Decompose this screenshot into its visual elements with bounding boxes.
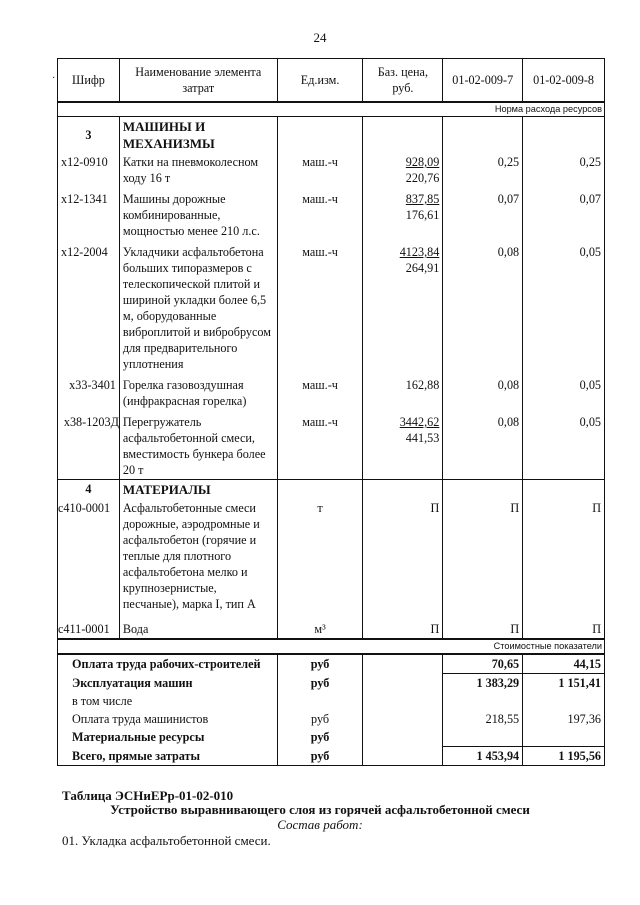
- table-row: [58, 187, 605, 240]
- cost-caption-row: [58, 639, 605, 654]
- summary-unit: руб: [277, 674, 363, 693]
- summary-v1: 218,55: [443, 710, 523, 728]
- row-name: Укладчики асфальтобетона больших типоразмеров с телескопической плитой и шириной укладки более 6,5 м, оборудованные виброплитой и вибробрусом для предварительного уплотнения: [119, 240, 277, 373]
- norm-caption-row: [58, 102, 605, 117]
- summary-v1: 1 383,29: [443, 674, 523, 693]
- composition-caption: Состав работ:: [277, 817, 363, 832]
- row-code: с410-0001: [58, 499, 120, 613]
- price-sub: 220,76: [405, 171, 440, 185]
- row-price: [363, 187, 443, 240]
- summary-row: [58, 674, 605, 693]
- header-name: Наименование элемента затрат: [119, 59, 277, 103]
- row-v1: 0,25: [443, 153, 523, 187]
- row-name: Перегружатель асфальтобетонной смеси, вместимость бункера более 20 т: [119, 410, 277, 480]
- row-v1: 0,08: [443, 373, 523, 410]
- section-title: МАТЕРИАЛЫ: [119, 480, 277, 500]
- section-title: МАШИНЫ И МЕХАНИЗМЫ: [119, 117, 277, 154]
- price-value: 4123,84: [399, 245, 440, 259]
- price-sub: 176,61: [405, 208, 440, 222]
- table-title: Таблица ЭСНиЕРр-01-02-010: [62, 788, 234, 803]
- summary-unit: руб: [277, 654, 363, 674]
- row-v1: 0,08: [443, 410, 523, 480]
- summary-row: [58, 710, 605, 728]
- summary-v1: 70,65: [443, 654, 523, 674]
- row-code: х33-3401: [58, 373, 120, 410]
- row-unit: т: [277, 499, 363, 613]
- row-v2: 0,05: [523, 373, 605, 410]
- row-unit: маш.-ч: [277, 153, 363, 187]
- summary-label: Всего, прямые затраты: [58, 747, 278, 766]
- price-sub: 441,53: [405, 431, 440, 445]
- summary-row: [58, 692, 605, 710]
- price-value: 837,85: [405, 192, 440, 206]
- row-v1: П: [443, 613, 523, 639]
- row-unit: маш.-ч: [277, 410, 363, 480]
- header-code: Шифр: [58, 59, 120, 103]
- table-row: [58, 613, 605, 639]
- section-row: [58, 117, 605, 154]
- row-price: 162,88: [363, 373, 443, 410]
- summary-unit: руб: [277, 728, 363, 747]
- summary-label: Оплата труда машинистов: [58, 710, 278, 728]
- header-row: [58, 59, 605, 103]
- summary-unit: руб: [277, 710, 363, 728]
- summary-label: Эксплуатация машин: [58, 674, 278, 693]
- summary-label: Материальные ресурсы: [58, 728, 278, 747]
- row-v2: 0,25: [523, 153, 605, 187]
- price-value: 928,09: [405, 155, 440, 169]
- table-row: [58, 373, 605, 410]
- summary-v2: 44,15: [523, 654, 605, 674]
- row-name: Горелка газовоздушная (инфракрасная горелка): [119, 373, 277, 410]
- row-price: [363, 240, 443, 373]
- summary-row: [58, 747, 605, 766]
- page-number: 24: [313, 30, 327, 45]
- row-name: Вода: [119, 613, 277, 639]
- row-code: с411-0001: [58, 613, 120, 639]
- table-row: [58, 153, 605, 187]
- cost-caption: Стоимостные показатели: [58, 639, 605, 654]
- table-row: [58, 410, 605, 480]
- summary-row: [58, 654, 605, 674]
- row-unit: маш.-ч: [277, 187, 363, 240]
- table-row: [58, 499, 605, 613]
- row-price: П: [363, 499, 443, 613]
- row-code: х38-1203Д: [58, 410, 120, 480]
- summary-label: в том числе: [58, 692, 278, 710]
- work-item: 01. Укладка асфальтобетонной смеси.: [62, 833, 271, 848]
- table-subtitle: Устройство выравнивающего слоя из горячей асфальтобетонной смеси: [110, 802, 530, 817]
- section-row: [58, 480, 605, 500]
- summary-v1: 1 453,94: [443, 747, 523, 766]
- row-v2: П: [523, 613, 605, 639]
- row-code: х12-1341: [58, 187, 120, 240]
- row-name: Машины дорожные комбинированные, мощностью менее 210 л.с.: [119, 187, 277, 240]
- margin-mark: ·: [52, 73, 56, 84]
- summary-v2: 197,36: [523, 710, 605, 728]
- header-base-price: Баз. цена, руб.: [363, 59, 443, 103]
- summary-v2: 1 151,41: [523, 674, 605, 693]
- resource-table: [57, 58, 605, 766]
- row-price: П: [363, 613, 443, 639]
- price-sub: 264,91: [405, 261, 440, 275]
- row-unit: маш.-ч: [277, 373, 363, 410]
- row-price: [363, 153, 443, 187]
- row-v1: П: [443, 499, 523, 613]
- header-unit: Ед.изм.: [277, 59, 363, 103]
- row-code: х12-2004: [58, 240, 120, 373]
- row-unit: маш.-ч: [277, 240, 363, 373]
- resource-table-wrap: [57, 58, 605, 766]
- norm-caption: Норма расхода ресурсов: [58, 102, 605, 117]
- summary-v2: 1 195,56: [523, 747, 605, 766]
- summary-unit: руб: [277, 747, 363, 766]
- table-row: [58, 240, 605, 373]
- row-v2: П: [523, 499, 605, 613]
- row-v1: 0,07: [443, 187, 523, 240]
- row-name: Катки на пневмоколесном ходу 16 т: [119, 153, 277, 187]
- section-number: 4: [58, 480, 120, 500]
- row-unit: м³: [277, 613, 363, 639]
- price-value: 3442,62: [399, 415, 440, 429]
- row-v2: 0,05: [523, 410, 605, 480]
- summary-row: [58, 728, 605, 747]
- row-v1: 0,08: [443, 240, 523, 373]
- header-col1: 01-02-009-7: [443, 59, 523, 103]
- header-col2: 01-02-009-8: [523, 59, 605, 103]
- row-v2: 0,05: [523, 240, 605, 373]
- section-number: 3: [58, 117, 120, 154]
- row-code: х12-0910: [58, 153, 120, 187]
- summary-label: Оплата труда рабочих-строителей: [58, 654, 278, 674]
- row-v2: 0,07: [523, 187, 605, 240]
- row-name: Асфальтобетонные смеси дорожные, аэродромные и асфальтобетон (горячие и теплые для плотного асфальтобетона мелко и крупнозернистые, песчаные), марка I, тип А: [119, 499, 277, 613]
- row-price: [363, 410, 443, 480]
